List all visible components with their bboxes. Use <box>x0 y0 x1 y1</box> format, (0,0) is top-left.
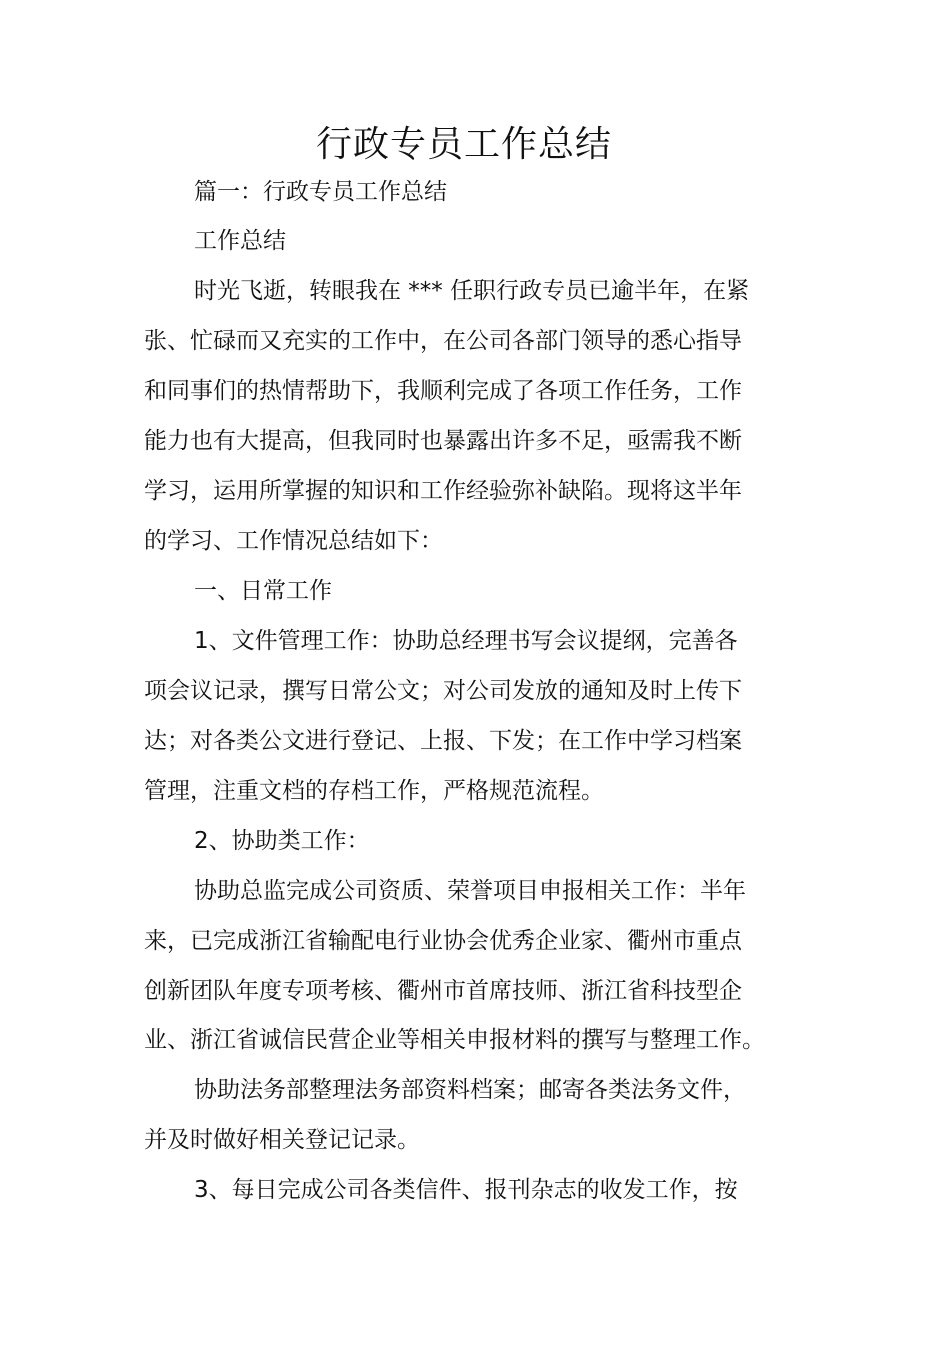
paragraph-line: 的学习、工作情况总结如下： <box>144 528 443 554</box>
paragraph-line: 能力也有大提高，但我同时也暴露出许多不足，亟需我不断 <box>144 428 742 454</box>
paragraph-line: 项会议记录，撰写日常公文；对公司发放的通知及时上传下 <box>144 678 742 704</box>
section-heading: 工作总结 <box>194 228 286 254</box>
paragraph-line: 协助总监完成公司资质、荣誉项目申报相关工作：半年 <box>194 878 746 904</box>
paragraph-line: 1、文件管理工作：协助总经理书写会议提纲，完善各 <box>194 628 738 654</box>
paragraph-line: 达；对各类公文进行登记、上报、下发；在工作中学习档案 <box>144 728 742 754</box>
paragraph-line: 业、浙江省诚信民营企业等相关申报材料的撰写与整理工作。 <box>144 1027 765 1053</box>
paragraph-line: 创新团队年度专项考核、衢州市首席技师、浙江省科技型企 <box>144 978 742 1004</box>
article-heading: 篇一：行政专员工作总结 <box>194 179 447 205</box>
paragraph-line: 并及时做好相关登记记录。 <box>144 1127 420 1153</box>
paragraph-line: 学习，运用所掌握的知识和工作经验弥补缺陷。现将这半年 <box>144 478 742 504</box>
subsection-heading: 2、协助类工作： <box>194 828 370 854</box>
paragraph-line: 张、忙碌而又充实的工作中，在公司各部门领导的悉心指导 <box>144 328 742 354</box>
paragraph-line: 和同事们的热情帮助下，我顺利完成了各项工作任务，工作 <box>144 378 742 404</box>
paragraph-line: 时光飞逝，转眼我在 *** 任职行政专员已逾半年，在紧 <box>194 278 750 304</box>
paragraph-line: 管理，注重文档的存档工作，严格规范流程。 <box>144 778 604 804</box>
section-heading: 一、日常工作 <box>194 578 332 604</box>
paragraph-line: 来，已完成浙江省输配电行业协会优秀企业家、衢州市重点 <box>144 928 742 954</box>
paragraph-line: 3、每日完成公司各类信件、报刊杂志的收发工作，按 <box>194 1177 738 1203</box>
paragraph-line: 协助法务部整理法务部资料档案；邮寄各类法务文件， <box>194 1077 746 1103</box>
document-title: 行政专员工作总结 <box>315 124 612 165</box>
